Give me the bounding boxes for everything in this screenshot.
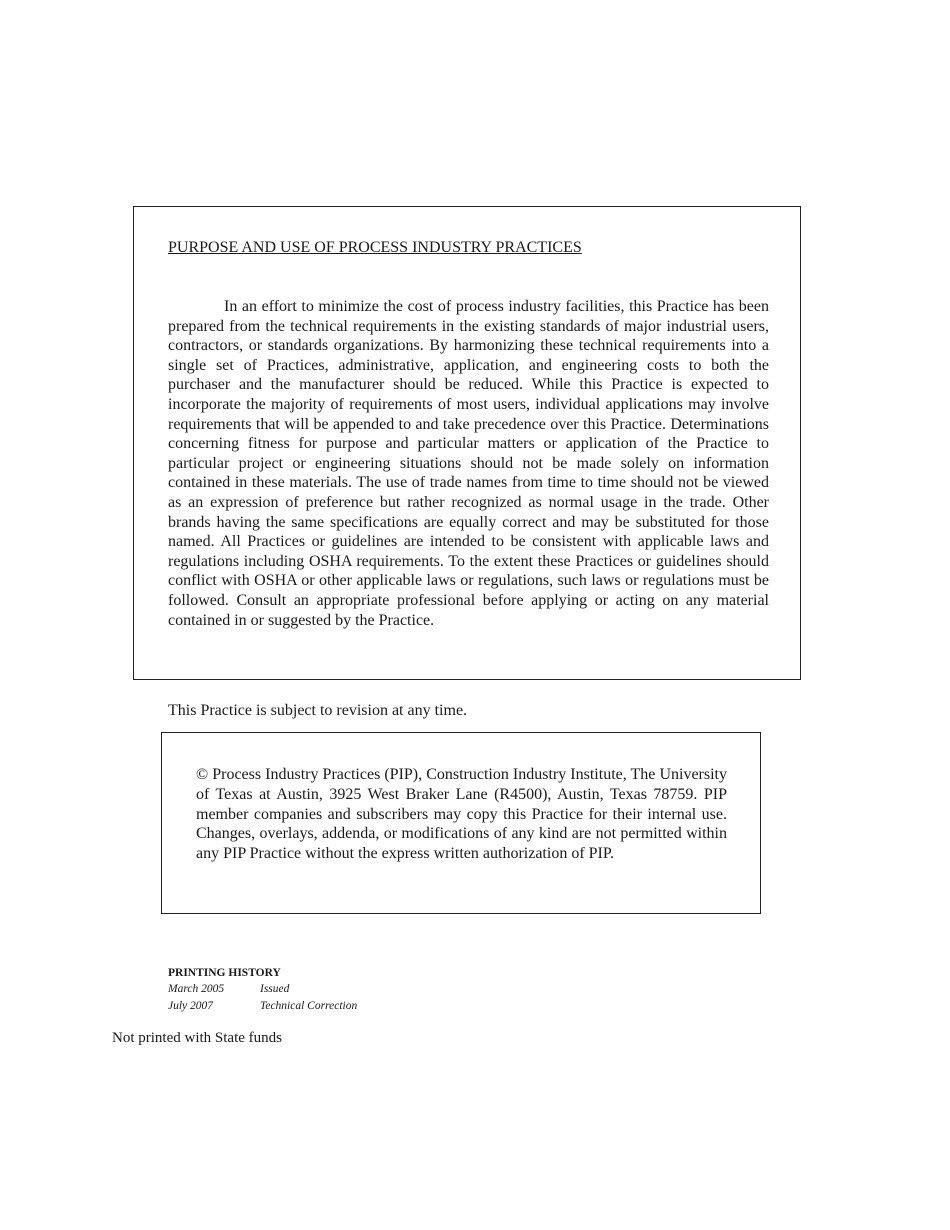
purpose-body: In an effort to minimize the cost of process industry facilities, this Practice has been prepared from the technical requirements in the existing standards of major industrial users, contractors, or standards organizations. By harmonizing these technical requirements into a single set of Practices, administrative, application, and engineering costs to both the purchaser and the manufacturer should be reduced. While this Practice is expected to incorporate the majority of requirements of most users, individual applications may involve requirements that will be appended to and take precedence over this Practice. Determinations concerning fitness for purpose and particular matters or application of the Practice to particular project or engineering situations should not be made solely on information contained in these materials. The use of trade names from time to time should not be viewed as an expression of preference but rather recognized as normal usage in the trade. Other brands having the same specifications are equally correct and may be substituted for those named. All Practices or guidelines are intended to be consistent with applicable laws and regulations including OSHA requirements. To the extent these Practices or guidelines should conflict with OSHA or other applicable laws or regulations, such laws or regulations must be followed. Consult an appropriate professional before applying or acting on any material contained in or suggested by the Practice. <box>168 298 769 629</box>
purpose-title: PURPOSE AND USE OF PROCESS INDUSTRY PRACTICES <box>168 239 582 256</box>
printing-history <box>168 965 357 1015</box>
funds-note: Not printed with State funds <box>112 1030 282 1046</box>
purpose-section <box>133 206 801 680</box>
history-note: Technical Correction <box>260 1000 358 1012</box>
history-row <box>168 981 357 998</box>
printing-history-heading: PRINTING HISTORY <box>168 967 281 979</box>
history-date: March 2005 <box>168 983 225 995</box>
history-note: Issued <box>260 983 290 995</box>
copyright-section <box>161 732 761 914</box>
history-row <box>168 998 357 1015</box>
copyright-body: © Process Industry Practices (PIP), Construction Industry Institute, The University of Texas at Austin, 3925 West Braker Lane (R4500), Austin, Texas 78759. PIP member companies and subscribers may copy this Practice for their internal use. Changes, overlays, addenda, or modifications of any kind are not permitted within any PIP Practice without the express written authorization of PIP. <box>196 766 727 863</box>
history-date: July 2007 <box>168 1000 214 1012</box>
revision-note: This Practice is subject to revision at any time. <box>168 702 468 719</box>
